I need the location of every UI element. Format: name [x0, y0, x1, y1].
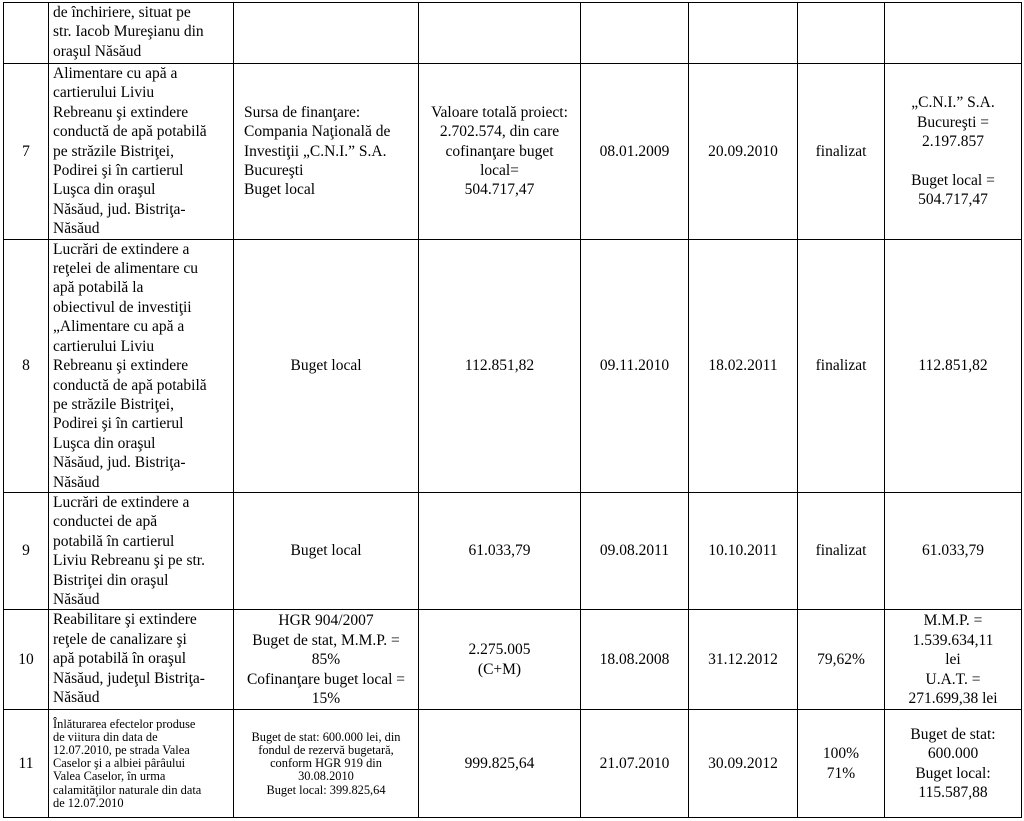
project-title: Lucrări de extindere a reţelei de alimentare cu apă potabilă la obiectivul de investiţii „Alimentare cu apă a cartierului Liviu Rebreanu şi extindere conductă de apă potabilă pe străzile Bistriţei, Podirei şi în cartierul Luşca din oraşul Năsăud, jud. Bistriţa- Năsăud — [49, 239, 234, 492]
status: finalizat — [798, 492, 885, 609]
row-number: 10 — [4, 610, 49, 710]
row-number — [4, 3, 49, 64]
project-title: Lucrări de extindere a conductei de apă potabilă în cartierul Liviu Rebreanu şi pe str. Bistriţei din oraşul Năsăud — [49, 492, 234, 609]
table-row — [4, 710, 1022, 818]
start-date: 08.01.2009 — [581, 64, 689, 240]
end-date: 18.02.2011 — [689, 239, 798, 492]
payer-breakdown: M.M.P. = 1.539.634,11 lei U.A.T. = 271.699,38 lei — [885, 610, 1022, 710]
start-date: 09.11.2010 — [581, 239, 689, 492]
start-date — [581, 3, 689, 64]
table-row — [4, 610, 1022, 710]
project-title: Alimentare cu apă a cartierului Liviu Rebreanu şi extindere conductă de apă potabilă pe străzile Bistriţei, Podirei şi în cartierul Luşca din oraşul Năsăud, jud. Bistriţa- Năsăud — [49, 64, 234, 240]
funding-source: HGR 904/2007 Buget de stat, M.M.P. = 85% Cofinanţare buget local = 15% — [234, 610, 419, 710]
payer-breakdown: 112.851,82 — [885, 239, 1022, 492]
row-number: 7 — [4, 64, 49, 240]
project-title: Înlăturarea efectelor produse de viitura din data de 12.07.2010, pe strada Valea Caselor şi a albiei pârâului Valea Caselor, în urma calamităţilor naturale din data de 12.07.2010 — [49, 710, 234, 818]
project-value: 112.851,82 — [419, 239, 581, 492]
end-date: 10.10.2011 — [689, 492, 798, 609]
project-value: 2.275.005 (C+M) — [419, 610, 581, 710]
project-value — [419, 3, 581, 64]
status — [798, 3, 885, 64]
payer-breakdown: Buget de stat: 600.000 Buget local: 115.587,88 — [885, 710, 1022, 818]
funding-source: Sursa de finanţare: Compania Naţională de Investiţii „C.N.I.” S.A. Bucureşti Buget local — [234, 64, 419, 240]
project-value: 999.825,64 — [419, 710, 581, 818]
project-value: 61.033,79 — [419, 492, 581, 609]
project-title: Reabilitare şi extindere reţele de canalizare şi apă potabilă în oraşul Năsăud, judeţul Bistriţa- Năsăud — [49, 610, 234, 710]
table-row — [4, 492, 1022, 609]
status: 100% 71% — [798, 710, 885, 818]
row-number: 8 — [4, 239, 49, 492]
investments-table — [3, 2, 1022, 818]
status: 79,62% — [798, 610, 885, 710]
funding-source: Buget de stat: 600.000 lei, din fondul de rezervă bugetară, conform HGR 919 din 30.08.2010 Buget local: 399.825,64 — [234, 710, 419, 818]
end-date: 31.12.2012 — [689, 610, 798, 710]
start-date: 18.08.2008 — [581, 610, 689, 710]
table-row — [4, 3, 1022, 64]
status: finalizat — [798, 64, 885, 240]
end-date — [689, 3, 798, 64]
start-date: 09.08.2011 — [581, 492, 689, 609]
start-date: 21.07.2010 — [581, 710, 689, 818]
table-row — [4, 239, 1022, 492]
payer-breakdown — [885, 3, 1022, 64]
payer-breakdown: „C.N.I.” S.A. Bucureşti = 2.197.857 Buget local = 504.717,47 — [885, 64, 1022, 240]
funding-source: Buget local — [234, 492, 419, 609]
row-number: 9 — [4, 492, 49, 609]
funding-source — [234, 3, 419, 64]
project-title: de închiriere, situat pe str. Iacob Mureşianu din oraşul Năsăud — [49, 3, 234, 64]
project-value: Valoare totală proiect: 2.702.574, din care cofinanţare buget local= 504.717,47 — [419, 64, 581, 240]
funding-source: Buget local — [234, 239, 419, 492]
payer-breakdown: 61.033,79 — [885, 492, 1022, 609]
end-date: 20.09.2010 — [689, 64, 798, 240]
status: finalizat — [798, 239, 885, 492]
table-row — [4, 64, 1022, 240]
row-number: 11 — [4, 710, 49, 818]
end-date: 30.09.2012 — [689, 710, 798, 818]
